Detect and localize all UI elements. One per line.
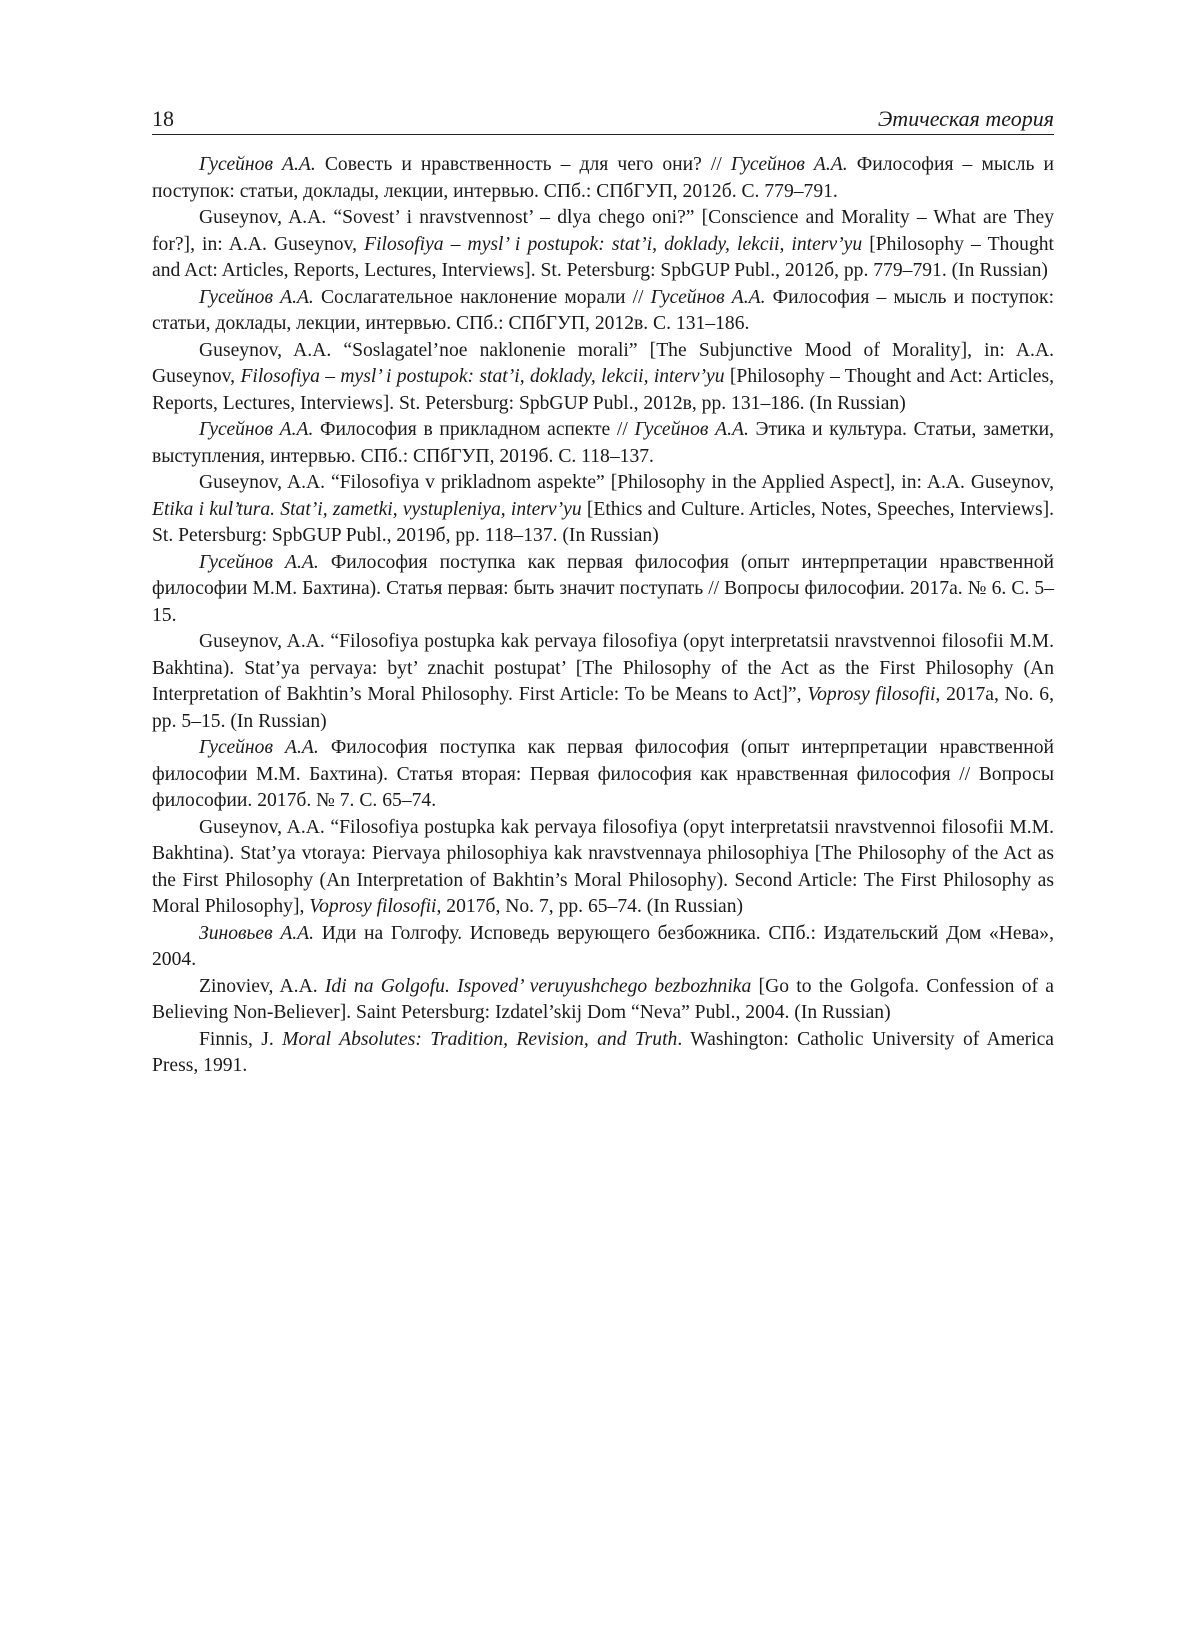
reference-text: , 2017a, No. 6, pp. 5–15. (In Russian) <box>152 684 1055 732</box>
reference-text: Guseynov, A.A. “Filosofiya v prikladnom aspekte” [Philosophy in the Applied Aspect], in: A.A. Guseynov, <box>199 472 1054 493</box>
reference-italic-text: Гусейнов А.А. <box>730 154 848 175</box>
reference-entry <box>152 1027 1054 1080</box>
reference-italic-text: Voprosy filosofii <box>807 684 936 705</box>
reference-list <box>152 152 1054 1080</box>
reference-entry <box>152 152 1054 205</box>
reference-text: Guseynov, A.A. “Filosofiya postupka kak pervaya filosofiya (opyt interpretatsii nravstvennoi filosofii M.M. Bakhtina). Stat’ya pervaya: byt’ znachit postupat’ [The Philosophy of the Act as the First Philosophy (An Interpretation of Bakhtin’s Moral Philosophy. First Article: To be Means to Act]”, <box>152 631 1054 705</box>
reference-italic-text: Гусейнов А.А. <box>199 737 319 758</box>
reference-text: Совесть и нравственность – для чего они? // <box>315 154 731 175</box>
reference-text: [Philosophy – Thought and Act: Articles, Reports, Lectures, Interviews]. St. Petersburg: SpbGUP Publ., 2012б, pp. 779–791. (In Russian) <box>152 233 1054 281</box>
reference-italic-text: Moral Absolutes: Tradition, Revision, and Truth <box>282 1028 678 1050</box>
reference-italic-text: Etika i kul’tura. Stat’i, zametki, vystupleniya, interv’yu <box>152 498 582 520</box>
reference-entry <box>152 205 1054 285</box>
reference-text: [Philosophy – Thought and Act: Articles, Reports, Lectures, Interviews]. St. Petersburg: SpbGUP Publ., 2012в, pp. 131–186. (In Russian) <box>152 366 1054 414</box>
reference-italic-text: Гусейнов А.А. <box>199 286 314 308</box>
reference-text: Философия поступка как первая философия (опыт интерпретации нравственной философии М.М. Бахтина). Статья первая: быть значит поступать // Вопросы философии. 2017а. № 6. С. 5–15. <box>152 551 1055 626</box>
reference-italic-text: Idi na Golgofu. Ispoved’ veruyushchego bezbozhnika <box>324 975 752 997</box>
reference-italic-text: Voprosy filosofii <box>309 896 437 917</box>
reference-italic-text: Гусейнов А.А. <box>199 154 316 175</box>
reference-italic-text: Гусейнов А.А. <box>634 419 749 440</box>
reference-italic-text: Зиновьев А.А. <box>199 922 315 944</box>
reference-entry <box>152 285 1054 338</box>
reference-entry <box>152 470 1054 550</box>
reference-text: , 2017б, No. 7, pp. 65–74. (In Russian) <box>436 896 744 917</box>
reference-text: Guseynov, A.A. “Soslagatel’noe naklonenie morali” [The Subjunctive Mood of Morality], in: A.A. Guseynov, <box>152 339 1054 387</box>
document-page <box>152 104 1054 1080</box>
reference-text: Guseynov, A.A. “Filosofiya postupka kak pervaya filosofiya (opyt interpretatsii nravstvennoi filosofii M.M. Bakhtina). Stat’ya vtoraya: Piervaya philosophiya kak nravstvennaya philosophiya [The Philosophy of the Act as the First Philosophy (An Interpretation of Bakhtin’s Moral Philosophy). Second Article: The First Philosophy as Moral Philosophy], <box>152 816 1054 917</box>
reference-text: Философия – мысль и поступок: статьи, доклады, лекции, интервью. СПб.: СПбГУП, 2012в. С. 131–186. <box>152 286 1055 334</box>
reference-italic-text: Гусейнов А.А. <box>650 286 766 308</box>
reference-text: Finnis, J. <box>199 1028 283 1050</box>
reference-text: Философия – мысль и поступок: статьи, доклады, лекции, интервью. СПб.: СПбГУП, 2012б. С. 779–791. <box>152 154 1054 202</box>
reference-text: Философия в прикладном аспекте // <box>313 419 635 440</box>
reference-entry <box>152 974 1054 1027</box>
running-header <box>152 104 1054 135</box>
reference-text: . Washington: Catholic University of America Press, 1991. <box>152 1028 1054 1076</box>
reference-text: Сослагательное наклонение морали // <box>313 286 651 308</box>
reference-italic-text: Гусейнов А.А. <box>199 551 319 573</box>
reference-entry <box>152 550 1054 630</box>
reference-text: Этика и культура. Статьи, заметки, выступления, интервью. СПб.: СПбГУП, 2019б. С. 118–137. <box>152 419 1054 467</box>
reference-italic-text: Filosofiya – mysl’ i postupok: stat’i, doklady, lekcii, interv’yu <box>240 366 725 387</box>
reference-entry <box>152 921 1054 974</box>
reference-entry <box>152 338 1054 418</box>
reference-text: Guseynov, A.A. “Sovest’ i nravstvennost’ – dlya chego oni?” [Conscience and Morality – What are They for?], in: A.A. Guseynov, <box>152 207 1054 255</box>
reference-entry <box>152 629 1054 735</box>
running-title: Этическая теория <box>877 106 1054 131</box>
reference-italic-text: Гусейнов А.А. <box>199 419 314 440</box>
reference-text: [Go to the Golgofa. Confession of a Believing Non-Believer]. Saint Petersburg: Izdatel’skij Dom “Neva” Publ., 2004. (In Russian) <box>152 975 1054 1023</box>
reference-text: Zinoviev, A.A. <box>199 975 325 997</box>
reference-text: [Ethics and Culture. Articles, Notes, Speeches, Interviews]. St. Petersburg: SpbGUP Publ., 2019б, pp. 118–137. (In Russian) <box>152 498 1054 546</box>
reference-italic-text: Filosofiya – mysl’ i postupok: stat’i, doklady, lekcii, interv’yu <box>364 233 863 255</box>
page-number: 18 <box>152 106 174 131</box>
reference-entry <box>152 735 1054 815</box>
reference-entry <box>152 417 1054 470</box>
reference-text: Иди на Голгофу. Исповедь верующего безбожника. СПб.: Издательский Дом «Нева», 2004. <box>152 922 1054 970</box>
reference-entry <box>152 815 1054 921</box>
reference-text: Философия поступка как первая философия (опыт интерпретации нравственной философии М.М. Бахтина). Статья вторая: Первая философия как нравственная философия // Вопросы философии. 2017б. № 7. С. 65–74. <box>152 737 1055 811</box>
